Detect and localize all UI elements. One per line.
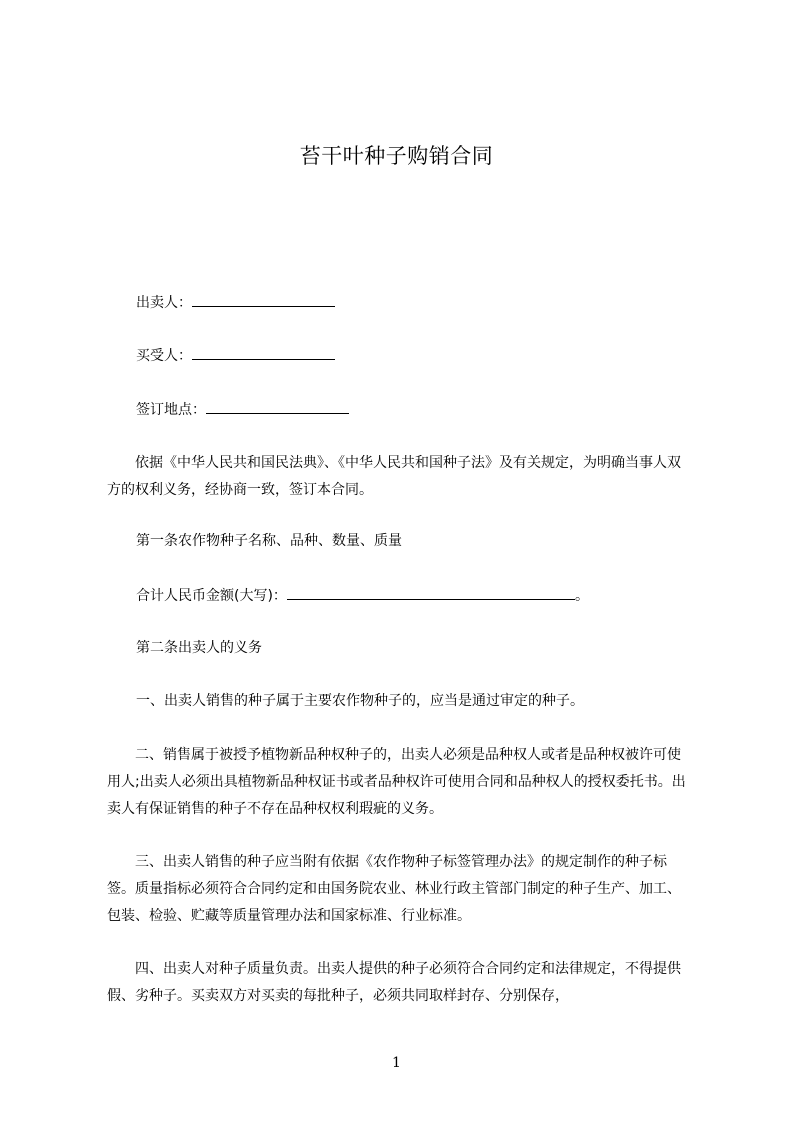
clause-1: 一、出卖人销售的种子属于主要农作物种子的，应当是通过审定的种子。 xyxy=(136,693,584,709)
article2-heading: 第二条出卖人的义务 xyxy=(136,640,262,656)
buyer-label: 买受人： xyxy=(136,348,192,364)
buyer-blank[interactable] xyxy=(192,345,335,360)
total-amount-field xyxy=(136,585,589,606)
place-label: 签订地点： xyxy=(136,402,206,418)
buyer-field xyxy=(136,345,335,366)
clause-4: 四、出卖人对种子质量负责。出卖人提供的种子必须符合合同约定和法律规定，不得提供假、劣种子。买卖双方对买卖的每批种子，必须共同取样封存、分别保存， xyxy=(107,961,681,1004)
seller-blank[interactable] xyxy=(192,292,335,307)
document-title: 苔干叶种子购销合同 xyxy=(299,144,494,168)
place-blank[interactable] xyxy=(206,399,349,414)
seller-field xyxy=(136,292,335,313)
clause-3: 三、出卖人销售的种子应当附有依据《农作物种子标签管理办法》的规定制作的种子标签。质量指标必须符合合同约定和由国务院农业、林业行政主管部门制定的种子生产、加工、包装、检验、贮藏等质量管理办法和国家标准、行业标准。 xyxy=(107,854,681,924)
seller-label: 出卖人： xyxy=(136,295,192,311)
page-number: 1 xyxy=(392,1055,401,1071)
intro-paragraph: 依据《中华人民共和国民法典》、《中华人民共和国种子法》及有关规定，为明确当事人双方的权利义务，经协商一致，签订本合同。 xyxy=(107,455,681,498)
total-amount-suffix: 。 xyxy=(574,588,589,604)
place-field xyxy=(136,399,349,420)
total-amount-label: 合计人民币金额(大写)： xyxy=(136,588,287,604)
article1-heading: 第一条农作物种子名称、品种、数量、质量 xyxy=(136,533,402,549)
total-amount-blank[interactable] xyxy=(287,585,575,600)
clause-2: 二、销售属于被授予植物新品种权种子的，出卖人必须是品种权人或者是品种权被许可使用人;出卖人必须出具植物新品种权证书或者品种权许可使用合同和品种权人的授权委托书。出卖人有保证销售的种子不存在品种权权利瑕疵的义务。 xyxy=(107,747,686,817)
